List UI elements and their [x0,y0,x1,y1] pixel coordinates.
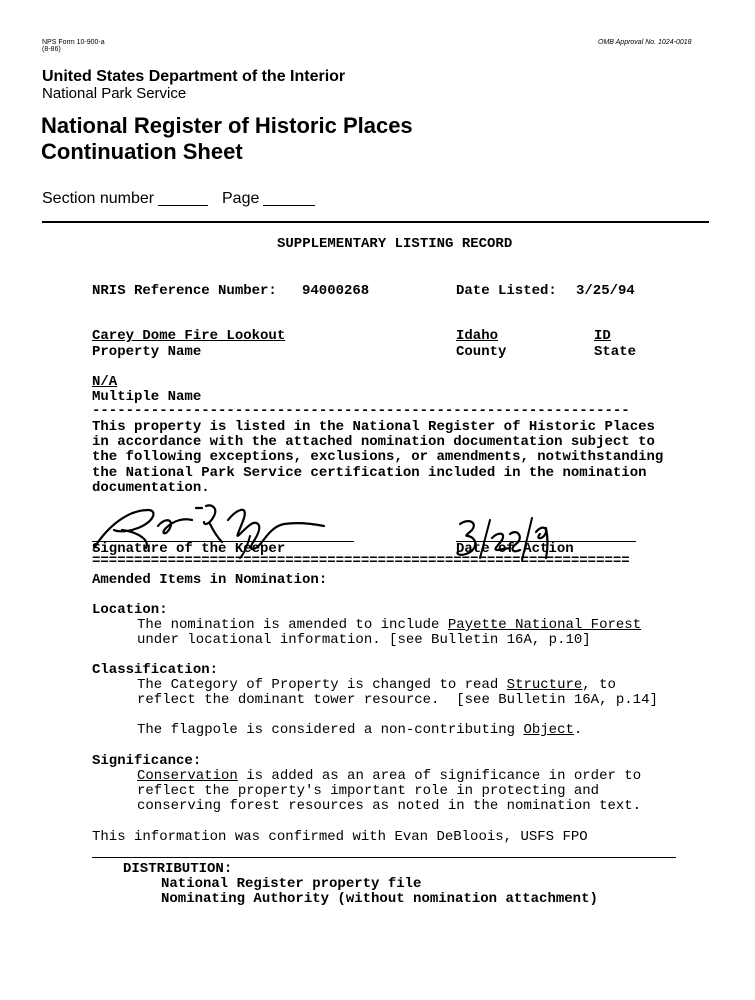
date-listed-label: Date Listed: [456,283,557,299]
date-listed-value: 3/25/94 [576,283,635,299]
distribution-divider [92,857,676,858]
property-name-label: Property Name [92,344,202,360]
statement-line: the National Park Service certification included in the nomination [92,465,647,481]
statement-line: in accordance with the attached nomination documentation subject to [92,434,655,450]
county-value: Idaho [456,328,499,344]
statement-line: documentation. [92,480,210,496]
omb-approval: OMB Approval No. 1024-0018 [598,39,692,46]
date-of-action-label: Date of Action [456,541,574,557]
significance-heading: Significance: [92,753,202,769]
classification-line-2: reflect the dominant tower resource. [see Bulletin 16A, p.14] [137,692,658,708]
form-title-line1: National Register of Historic Places [41,113,413,138]
location-line-2: under locational information. [see Bulletin 16A, p.10] [137,632,591,648]
amended-items-heading: Amended Items in Nomination: [92,572,328,588]
statement-line: the following exceptions, exclusions, or amendments, notwithstanding [92,449,664,465]
significance-line-1: Conservation is added as an area of significance in order to [137,768,642,784]
nris-label: NRIS Reference Number: [92,283,277,299]
classification-line-1: The Category of Property is changed to read Structure, to [137,677,616,693]
nris-value: 94000268 [302,283,370,299]
confirmation-text: This information was confirmed with Evan DeBloois, USFS FPO [92,829,588,845]
department-name: United States Department of the Interior [42,68,346,85]
page-blank [263,205,315,206]
form-number: NPS Form 10-900-a [42,39,105,46]
form-title-line2: Continuation Sheet [41,139,243,164]
state-label: State [594,344,637,360]
multiple-name-label: Multiple Name [92,389,202,405]
significance-line-2: reflect the property's important role in protecting and [137,783,600,799]
service-name: National Park Service [42,85,187,102]
signature-label: Signature of the Keeper [92,541,286,557]
classification-line-3: The flagpole is considered a non-contributing Object. [137,722,583,738]
multiple-name-value: N/A [92,374,118,390]
section-number-label: Section number [42,190,155,207]
location-line-1: The nomination is amended to include Payette National Forest [137,617,642,633]
header-divider [42,221,709,223]
statement-line: This property is listed in the National Register of Historic Places [92,419,655,435]
record-heading: SUPPLEMENTARY LISTING RECORD [277,236,513,252]
equals-separator: ================================================================ [92,553,630,569]
page-label: Page [222,190,260,207]
property-name-value: Carey Dome Fire Lookout [92,328,286,344]
county-label: County [456,344,507,360]
classification-heading: Classification: [92,662,219,678]
state-value: ID [594,328,611,344]
distribution-item: National Register property file [161,876,422,892]
significance-line-3: conserving forest resources as noted in the nomination text. [137,798,642,814]
distribution-heading: DISTRIBUTION: [123,861,233,877]
dash-separator: ---------------------------------------------------------------- [92,403,630,419]
section-number-blank [158,205,208,206]
distribution-item: Nominating Authority (without nomination attachment) [161,891,598,907]
location-heading: Location: [92,602,168,618]
form-date: (8-86) [42,46,61,53]
